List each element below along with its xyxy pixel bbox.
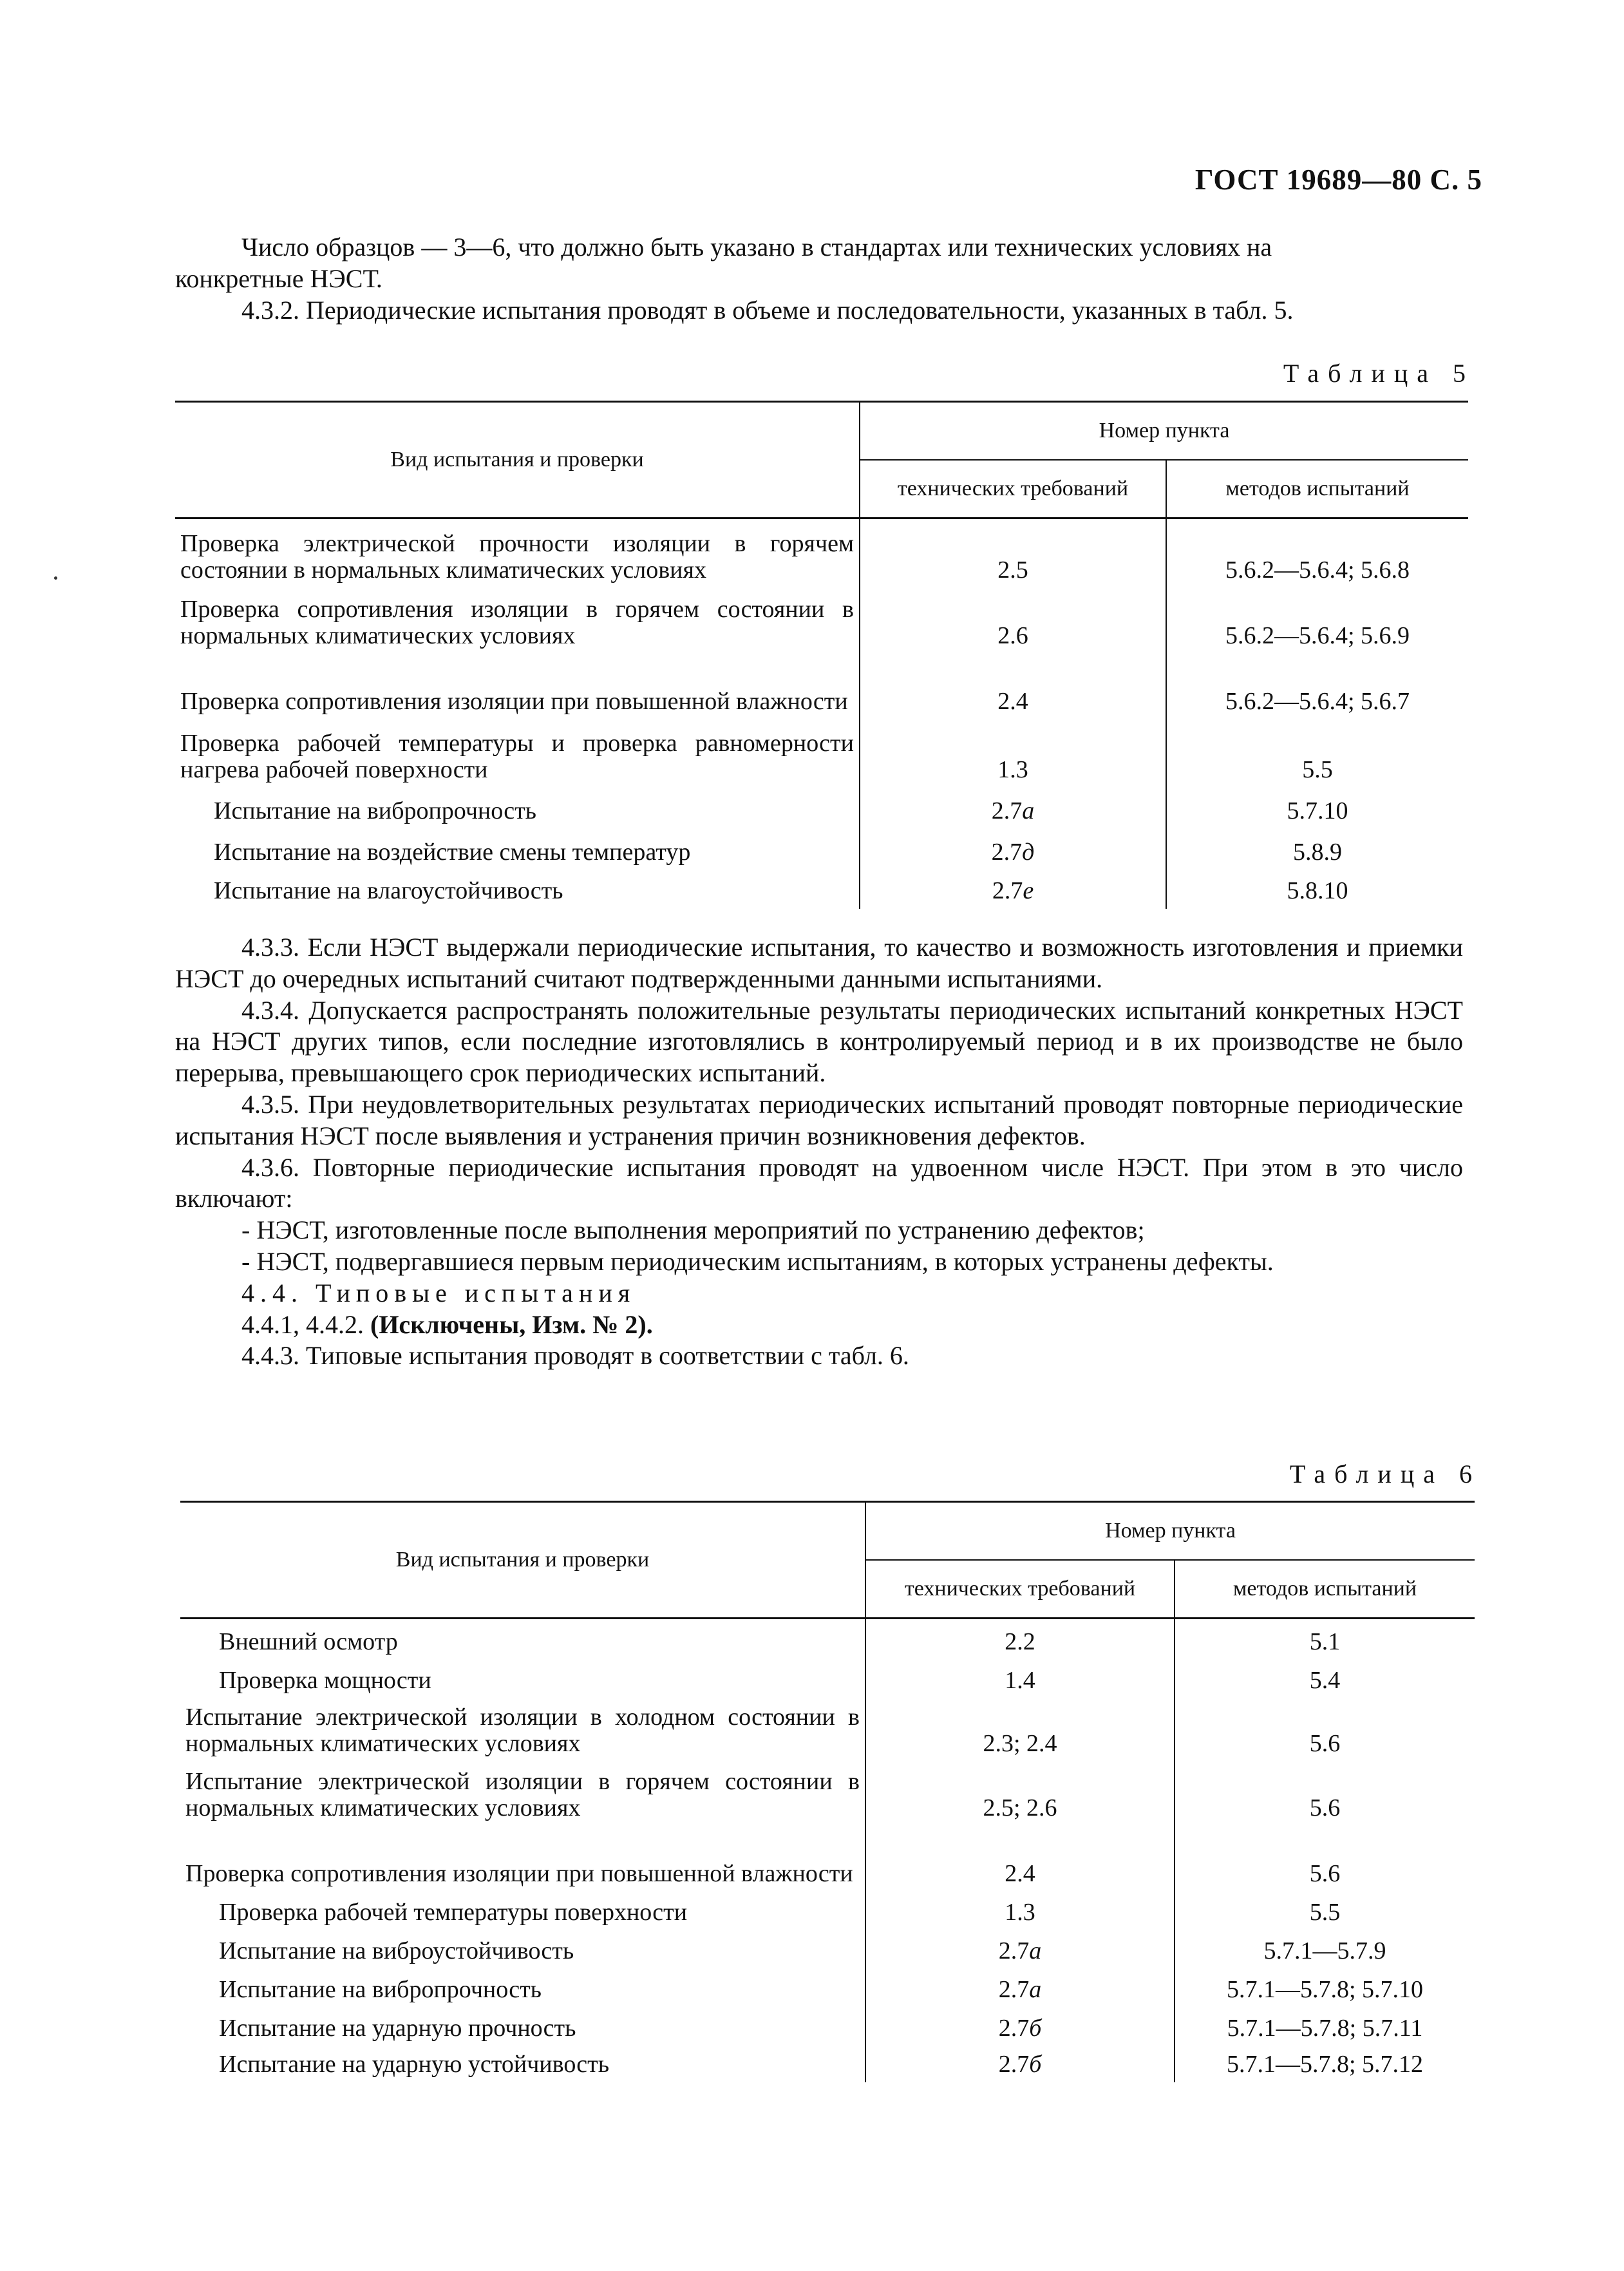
table-row (175, 717, 1468, 785)
row-tech: 2.7а (865, 1966, 1175, 2005)
row-tech: 2.4 (865, 1823, 1175, 1889)
row-tech: 2.5 (860, 518, 1166, 585)
table6-col-tech: технических требований (865, 1560, 1175, 1619)
row-tech: 2.7б (865, 2005, 1175, 2044)
table-row (175, 826, 1468, 868)
row-methods: 5.6.2—5.6.4; 5.6.9 (1225, 622, 1410, 650)
row-methods: 5.8.10 (1287, 877, 1348, 905)
table5 (175, 401, 1468, 909)
table5-col-methods: методов испытаний (1166, 460, 1468, 518)
row-tech: 2.2 (865, 1619, 1175, 1657)
table5-caption: Таблица 5 (1283, 359, 1475, 388)
table-row (175, 785, 1468, 826)
row-methods: 5.4 (1309, 1667, 1341, 1695)
paragraph-4-3-5: 4.3.5. При неудовлетворительных результатах периодических испытаний проводят повторные периодические испытания НЭСТ после выявления и устранения причин возникновения дефектов. (175, 1089, 1463, 1150)
paragraph-4-4-1-number: 4.4.1, 4.4.2. (241, 1309, 364, 1339)
row-name: Испытание электрической изоляции в горячем состоянии в нормальных климатических условиях (180, 1759, 865, 1823)
row-methods: 5.6 (1309, 1794, 1341, 1822)
row-name: Испытание на ударную прочность (180, 2005, 865, 2044)
row-methods: 5.7.10 (1287, 797, 1348, 825)
row-methods: 5.6 (1309, 1860, 1341, 1888)
paragraph-sample-count: Число образцов — 3—6, что должно быть указано в стандартах или технических условиях на (241, 233, 1272, 261)
row-methods: 5.7.1—5.7.8; 5.7.10 (1226, 1976, 1424, 2004)
row-methods: 5.7.1—5.7.8; 5.7.12 (1226, 2051, 1424, 2078)
page-header: ГОСТ 19689—80 С. 5 (1194, 164, 1482, 196)
row-tech: 2.5; 2.6 (865, 1759, 1175, 1823)
top-text (175, 232, 1463, 326)
table6-col-group: Номер пункта (865, 1502, 1475, 1561)
row-name: Испытание электрической изоляции в холодном состоянии в нормальных климатических условиях (180, 1696, 865, 1759)
table-row (180, 2044, 1475, 2082)
table5-col-group: Номер пункта (860, 402, 1468, 461)
table-row (175, 585, 1468, 651)
table-row (180, 1619, 1475, 1657)
row-methods: 5.7.1—5.7.9 (1263, 1937, 1386, 1965)
row-name: Испытание на влагоустойчивость (175, 868, 860, 909)
row-name: Испытание на вибропрочность (180, 1966, 865, 2005)
section-heading-4-4: 4.4. Типовые испытания (241, 1278, 636, 1307)
row-tech: 2.3; 2.4 (865, 1696, 1175, 1759)
row-methods: 5.7.1—5.7.8; 5.7.11 (1227, 2015, 1423, 2042)
row-name: Проверка сопротивления изоляции при повышенной влажности (180, 1823, 865, 1889)
row-name: Испытание на ударную устойчивость (180, 2044, 865, 2082)
paragraph-4-3-2: 4.3.2. Периодические испытания проводят в объеме и последовательности, указанных в табл. 5. (241, 295, 1294, 325)
paragraph-4-3-4: 4.3.4. Допускается распространять положительные результаты периодических испытаний конкретных НЭСТ на НЭСТ других типов, если последние изготовлялись в контролируемый период и в их производстве не было перерыва, превышающего срок периодических испытаний. (175, 995, 1463, 1088)
row-tech: 1.3 (860, 717, 1166, 785)
row-name: Испытание на воздействие смены температур (175, 826, 860, 868)
row-methods: 5.6 (1309, 1730, 1341, 1758)
row-name: Внешний осмотр (180, 1619, 865, 1657)
table-row (180, 2005, 1475, 2044)
row-name: Испытание на виброустойчивость (180, 1928, 865, 1966)
row-name: Испытание на вибропрочность (175, 785, 860, 826)
row-methods: 5.1 (1309, 1628, 1341, 1656)
row-name: Проверка рабочей температуры поверхности (180, 1889, 865, 1928)
dash-item: - НЭСТ, изготовленные после выполнения мероприятий по устранению дефектов; (241, 1215, 1145, 1245)
table-row (180, 1966, 1475, 2005)
paragraph-sample-count-cont: конкретные НЭСТ. (175, 263, 382, 293)
table-row (180, 1696, 1475, 1759)
row-tech: 2.7а (865, 1928, 1175, 1966)
table5-col-tech: технических требований (860, 460, 1166, 518)
table-row (180, 1889, 1475, 1928)
row-name: Проверка электрической прочности изоляции в горячем состоянии в нормальных климатических условиях (175, 518, 860, 585)
table6-caption: Таблица 6 (1289, 1459, 1481, 1488)
scan-speck (54, 576, 57, 580)
table6 (180, 1501, 1475, 2082)
row-methods: 5.6.2—5.6.4; 5.6.7 (1225, 688, 1410, 716)
row-tech: 2.6 (860, 585, 1166, 651)
dash-item: - НЭСТ, подвергавшиеся первым периодическим испытаниям, в которых устранены дефекты. (241, 1246, 1274, 1276)
row-methods: 5.5 (1309, 1899, 1341, 1926)
row-tech: 2.7а (860, 785, 1166, 826)
row-name: Проверка сопротивления изоляции при повышенной влажности (175, 651, 860, 717)
table-row (175, 651, 1468, 717)
table-row (175, 868, 1468, 909)
row-tech: 1.3 (865, 1889, 1175, 1928)
row-methods: 5.5 (1302, 756, 1333, 784)
middle-text (175, 932, 1463, 1372)
table6-col-name: Вид испытания и проверки (180, 1502, 865, 1619)
row-methods: 5.6.2—5.6.4; 5.6.8 (1225, 556, 1410, 584)
row-tech: 2.7б (865, 2044, 1175, 2082)
row-tech: 1.4 (865, 1657, 1175, 1696)
paragraph-4-3-6: 4.3.6. Повторные периодические испытания проводят на удвоенном числе НЭСТ. При этом в это число включают: (175, 1152, 1463, 1213)
paragraph-4-4-1 (175, 1309, 1463, 1341)
table-row (180, 1928, 1475, 1966)
table-row (180, 1823, 1475, 1889)
paragraph-4-3-3: 4.3.3. Если НЭСТ выдержали периодические испытания, то качество и возможность изготовления и приемки НЭСТ до очередных испытаний считают подтвержденными данными испытаниями. (175, 933, 1463, 993)
paragraph-4-4-3: 4.4.3. Типовые испытания проводят в соответствии с табл. 6. (241, 1341, 909, 1371)
table-row (175, 518, 1468, 585)
row-methods: 5.8.9 (1293, 839, 1342, 866)
row-name: Проверка сопротивления изоляции в горячем состоянии в нормальных климатических условиях (175, 585, 860, 651)
table6-col-methods: методов испытаний (1175, 1560, 1475, 1619)
row-tech: 2.4 (860, 651, 1166, 717)
table-row (180, 1759, 1475, 1823)
row-name: Проверка мощности (180, 1657, 865, 1696)
row-tech: 2.7д (860, 826, 1166, 868)
table5-col-name: Вид испытания и проверки (175, 402, 860, 518)
table-row (180, 1657, 1475, 1696)
row-name: Проверка рабочей температуры и проверка равномерности нагрева рабочей поверхности (175, 717, 860, 785)
row-tech: 2.7е (860, 868, 1166, 909)
paragraph-4-4-1-excluded: (Исключены, Изм. № 2). (370, 1309, 653, 1339)
